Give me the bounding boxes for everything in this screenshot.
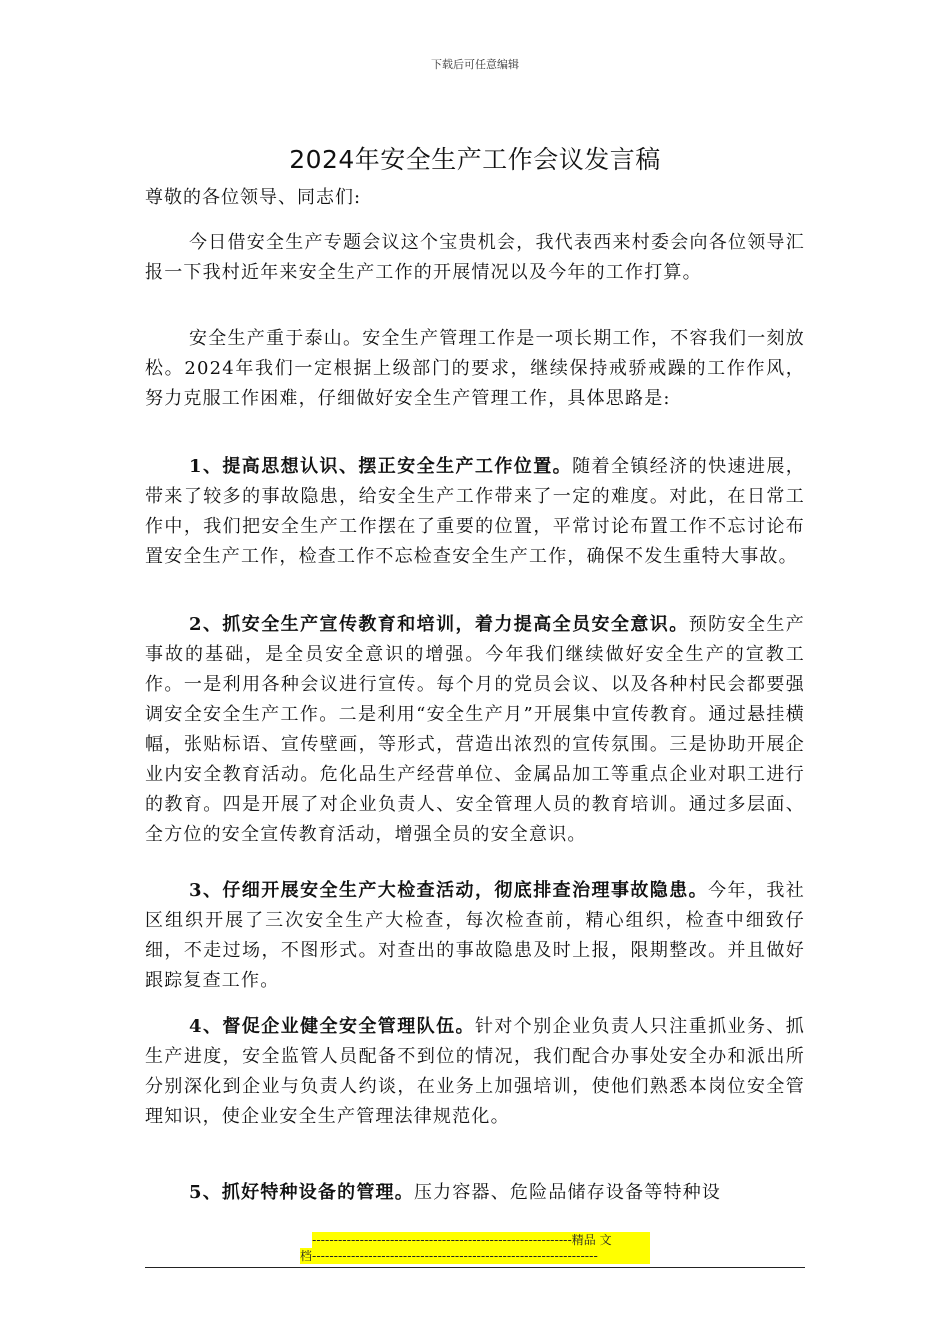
header-note: 下载后可任意编辑 (431, 58, 519, 71)
paragraph-point-3 (145, 876, 805, 996)
paragraph-body: 今年，我社区组织开展了三次安全生产大检查，每次检查前，精心组织，检查中细致仔细，不走过场，不图形式。对查出的事故隐患及时上报，限期整改。并且做好跟踪复查工作。 (145, 880, 806, 991)
paragraph-heading: 1、提高思想认识、摆正安全生产工作位置。 (189, 456, 573, 477)
paragraph-body: 安全生产重于泰山。安全生产管理工作是一项长期工作，不容我们一刻放松。2024年我们一定根据上级部门的要求，继续保持戒骄戒躁的工作作风，努力克服工作困难，仔细做好安全生产管理工作，具体思路是: (145, 328, 805, 409)
salutation: 尊敬的各位领导、同志们: (145, 187, 362, 208)
document-title: 2024年安全生产工作会议发言稿 (289, 145, 661, 174)
footer-rule (145, 1267, 805, 1268)
paragraph-body: 随着全镇经济的快速进展，带来了较多的事故隐患，给安全生产工作带来了一定的难度。对此，在日常工作中，我们把安全生产工作摆在了重要的位置，平常讨论布置工作不忘讨论布置安全生产工作，检查工作不忘检查安全生产工作，确保不发生重特大事故。 (145, 456, 805, 567)
paragraph-heading: 2、抓安全生产宣传教育和培训，着力提高全员安全意识。 (189, 614, 689, 635)
paragraph-heading: 4、督促企业健全安全管理队伍。 (189, 1016, 475, 1037)
paragraph-heading: 5、抓好特种设备的管理。 (189, 1182, 414, 1203)
paragraph-intro (145, 228, 805, 288)
paragraph-heading: 3、仔细开展安全生产大检查活动，彻底排查治理事故隐患。 (189, 880, 709, 901)
paragraph-point-1 (145, 452, 805, 572)
paragraph-body: 预防安全生产事故的基础，是全员安全意识的增强。今年我们继续做好安全生产的宣教工作。一是利用各种会议进行宣传。每个月的党员会议、以及各种村民会都要强调安全安全生产工作。二是利用“安全生产月”开展集中宣传教育。通过悬挂横幅，张贴标语、宣传壁画，等形式，营造出浓烈的宣传氛围。三是协助开展企业内安全教育活动。危化品生产经营单位、金属品加工等重点企业对职工进行的教育。四是开展了对企业负责人、安全管理人员的教育培训。通过多层面、全方位的安全宣传教育活动，增强全员的安全意识。 (145, 614, 805, 845)
paragraph-overview (145, 324, 805, 414)
footer-banner (300, 1232, 650, 1264)
footer-banner-line-2: 档------------------------------------------------------------------ (300, 1248, 650, 1264)
paragraph-point-4 (145, 1012, 805, 1132)
footer-banner-line-1: ------------------------------------------------------------精品 文 (312, 1232, 650, 1248)
paragraph-point-2 (145, 610, 805, 850)
paragraph-point-5 (145, 1178, 805, 1208)
paragraph-body: 今日借安全生产专题会议这个宝贵机会，我代表西来村委会向各位领导汇报一下我村近年来安全生产工作的开展情况以及今年的工作打算。 (145, 232, 805, 283)
paragraph-body: 针对个别企业负责人只注重抓业务、抓生产进度，安全监管人员配备不到位的情况，我们配合办事处安全办和派出所分别深化到企业与负责人约谈，在业务上加强培训，使他们熟悉本岗位安全管理知识，使企业安全生产管理法律规范化。 (145, 1016, 805, 1127)
paragraph-body: 压力容器、危险品储存设备等特种设 (413, 1182, 722, 1203)
